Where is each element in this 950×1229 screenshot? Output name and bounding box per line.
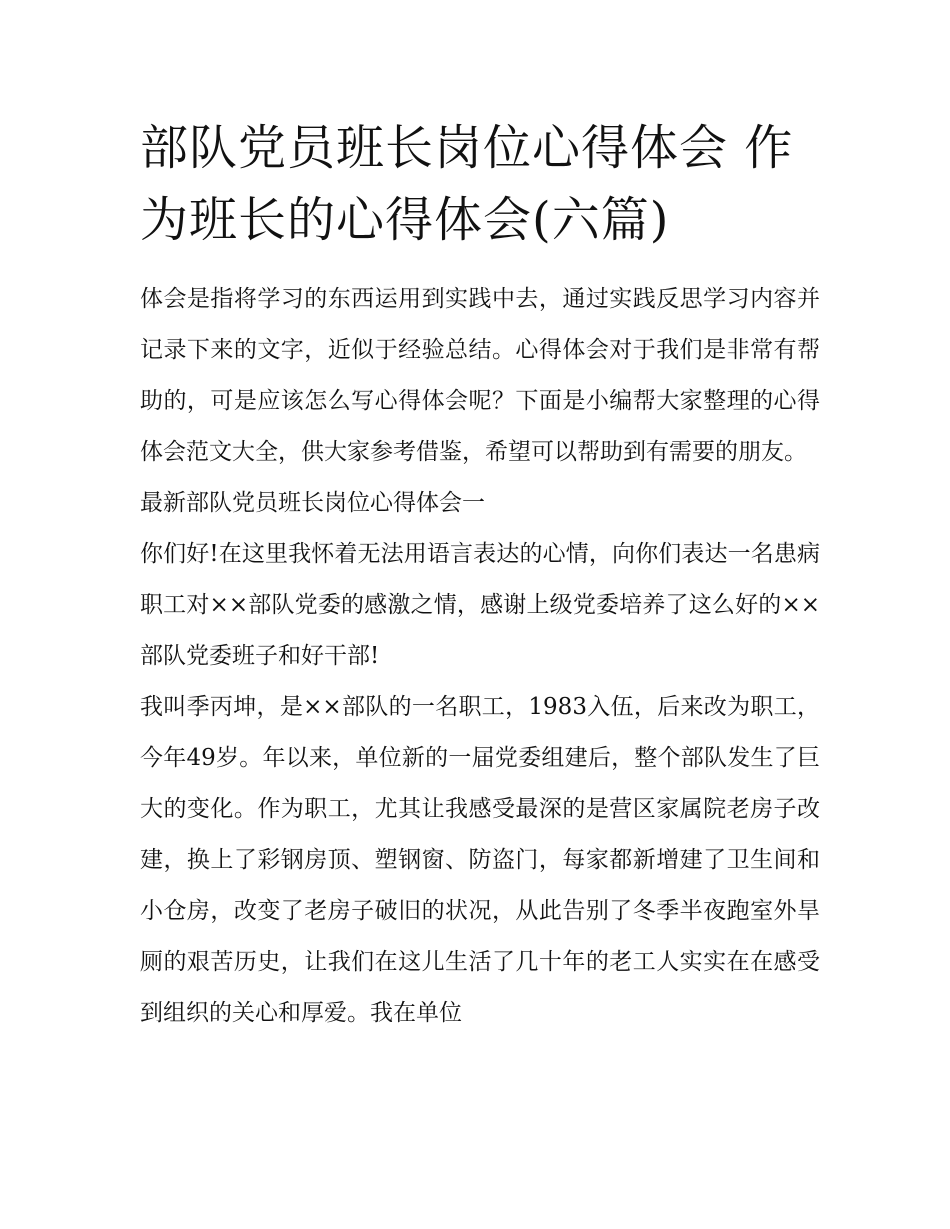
section-heading: 最新部队党员班长岗位心得体会一 [140,490,485,516]
document-title: 部队党员班长岗位心得体会 作为班长的心得体会(六篇) [140,120,794,248]
body-paragraph-1: 你们好!在这里我怀着无法用语言表达的心情，向你们表达一名患病职工对××部队党委的感激之情，感谢上级党委培养了这么好的××部队党委班子和好干部! [140,541,820,669]
body-paragraph-2: 我叫季丙坤，是××部队的一名职工，1983入伍，后来改为职工，今年49岁。年以来，单位新的一届党委组建后，整个部队发生了巨大的变化。作为职工，尤其让我感受最深的是营区家属院老房子改建，换上了彩钢房顶、塑钢窗、防盗门，每家都新增建了卫生间和小仓房，改变了老房子破旧的状况，从此告别了冬季半夜跑室外旱厕的艰苦历史，让我们在这儿生活了几十年的老工人实实在在感受到组织的关心和厚爱。我在单位 [140,694,820,1026]
intro-paragraph: 体会是指将学习的东西运用到实践中去，通过实践反思学习内容并记录下来的文字，近似于经验总结。心得体会对于我们是非常有帮助的，可是应该怎么写心得体会呢？下面是小编帮大家整理的心得体会范文大全，供大家参考借鉴，希望可以帮助到有需要的朋友。 [140,286,820,465]
document-page [140,112,820,1039]
